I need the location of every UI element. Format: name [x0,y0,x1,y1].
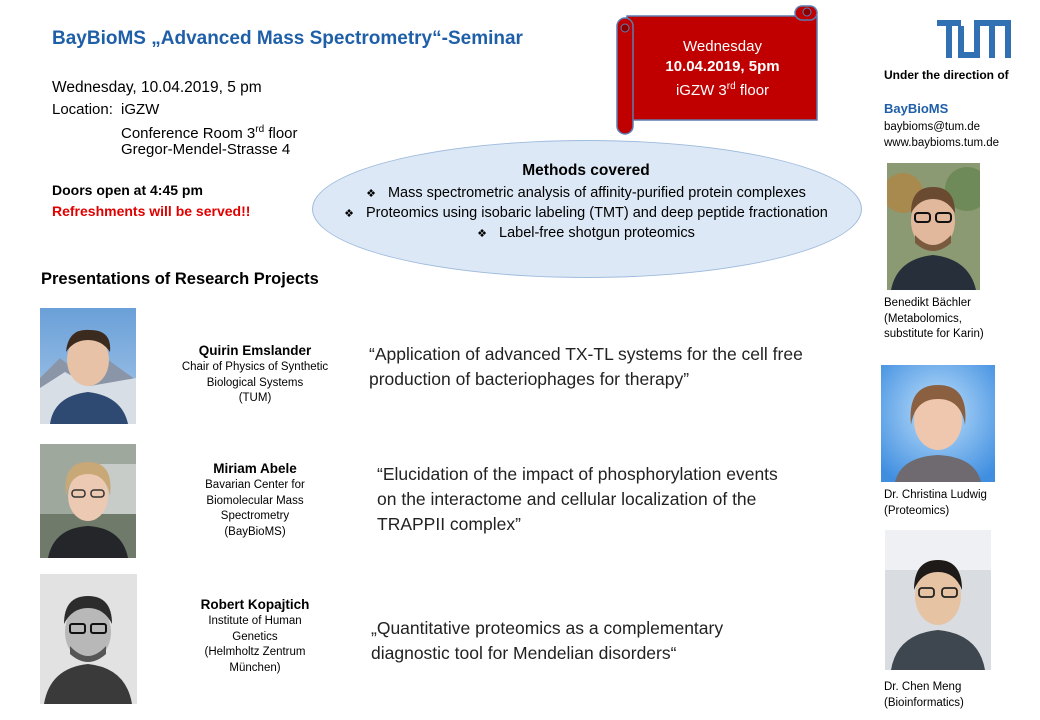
banner-line-3: iGZW 3rd floor [675,81,770,99]
presenter-affiliation: Spectrometry [220,510,290,522]
presenter-affiliation: Institute of Human [208,615,302,627]
banner-line-1: Wednesday [683,38,762,55]
location-label: Location: [52,101,113,118]
presenter-affiliation: (TUM) [238,392,272,404]
organizer-photo-benedikt [887,163,980,290]
organizer-caption-benedikt [884,296,984,343]
organizer-name: Benedikt Bächler [884,297,971,309]
presenter-affiliation: Chair of Physics of Synthetic [181,361,329,373]
org-name: BayBioMS [884,101,949,116]
presenter-name: Miriam Abele [213,461,297,476]
presenter-block-robert [160,596,350,676]
presenter-affiliation: (BayBioMS) [224,525,286,538]
tum-logo [937,20,1011,58]
org-email[interactable]: baybioms@tum.de [884,121,981,133]
organizer-name: Dr. Chen Meng [884,681,962,693]
organizer-role: (Metabolomics, [884,312,962,325]
method-item-2: ❖ Proteomics using isobaric labeling (TMT) and deep peptide fractionation [344,205,828,221]
presenter-affiliation: (Helmholtz Zentrum [204,646,306,658]
presenter-name: Quirin Emslander [198,343,312,358]
presenter-affiliation: Biomolecular Mass [206,494,304,507]
organizer-role: substitute for Karin) [884,328,984,340]
talk-title-robert: „Quantitative proteomics as a complementary diagnostic tool for Mendelian disorders“ [371,618,724,663]
organizer-caption-christina [884,488,987,519]
direction-label: Under the direction of [884,68,1009,82]
location-line-2: Conference Room 3rd floor [121,124,298,142]
methods-title: Methods covered [522,162,650,179]
presenter-photo-quirin [40,308,136,424]
presenter-name: Robert Kopajtich [200,597,310,612]
presenter-block-quirin [160,342,350,407]
organizer-role: (Bioinformatics) [884,696,964,709]
presenter-affiliation: München) [229,661,281,674]
org-website[interactable]: www.baybioms.tum.de [884,137,1000,149]
page-title: BayBioMS „Advanced Mass Spectrometry“-Seminar [52,28,523,49]
banner-line-2: 10.04.2019, 5pm [665,58,780,75]
section-title: Presentations of Research Projects [41,270,319,288]
organizer-caption-chen [884,680,964,711]
talk-title-miriam: “Elucidation of the impact of phosphorylation events on the interactome and cellular localization of the TRAPPII complex” [377,464,778,534]
presenter-photo-miriam [40,444,136,558]
method-item-1: ❖ Mass spectrometric analysis of affinity-purified protein complexes [366,185,806,201]
event-date-time: Wednesday, 10.04.2019, 5 pm [52,79,262,96]
method-item-3: ❖ Label-free shotgun proteomics [477,225,695,241]
presenter-affiliation: Biological Systems [206,376,304,389]
bullet-icon: ❖ [344,208,355,220]
presenter-affiliation: Genetics [232,630,278,643]
location-line-3: Gregor-Mendel-Strasse 4 [121,141,291,158]
talk-title-quirin: “Application of advanced TX-TL systems for the cell free production of bacteriophages for therapy” [369,344,803,389]
doors-open-text: Doors open at 4:45 pm [52,182,203,198]
location-line-1: iGZW [121,101,160,118]
presenter-block-miriam [160,460,350,540]
organizer-role: (Proteomics) [884,504,950,517]
bullet-icon: ❖ [477,228,487,240]
organizer-name: Dr. Christina Ludwig [884,489,987,501]
organizer-photo-christina [881,365,995,482]
refreshments-text: Refreshments will be served!! [52,203,251,219]
date-banner [615,4,820,136]
bullet-icon: ❖ [366,188,376,200]
presenter-affiliation: Bavarian Center for [205,479,305,491]
organizer-photo-chen [885,530,991,670]
presenter-photo-robert [40,574,137,704]
